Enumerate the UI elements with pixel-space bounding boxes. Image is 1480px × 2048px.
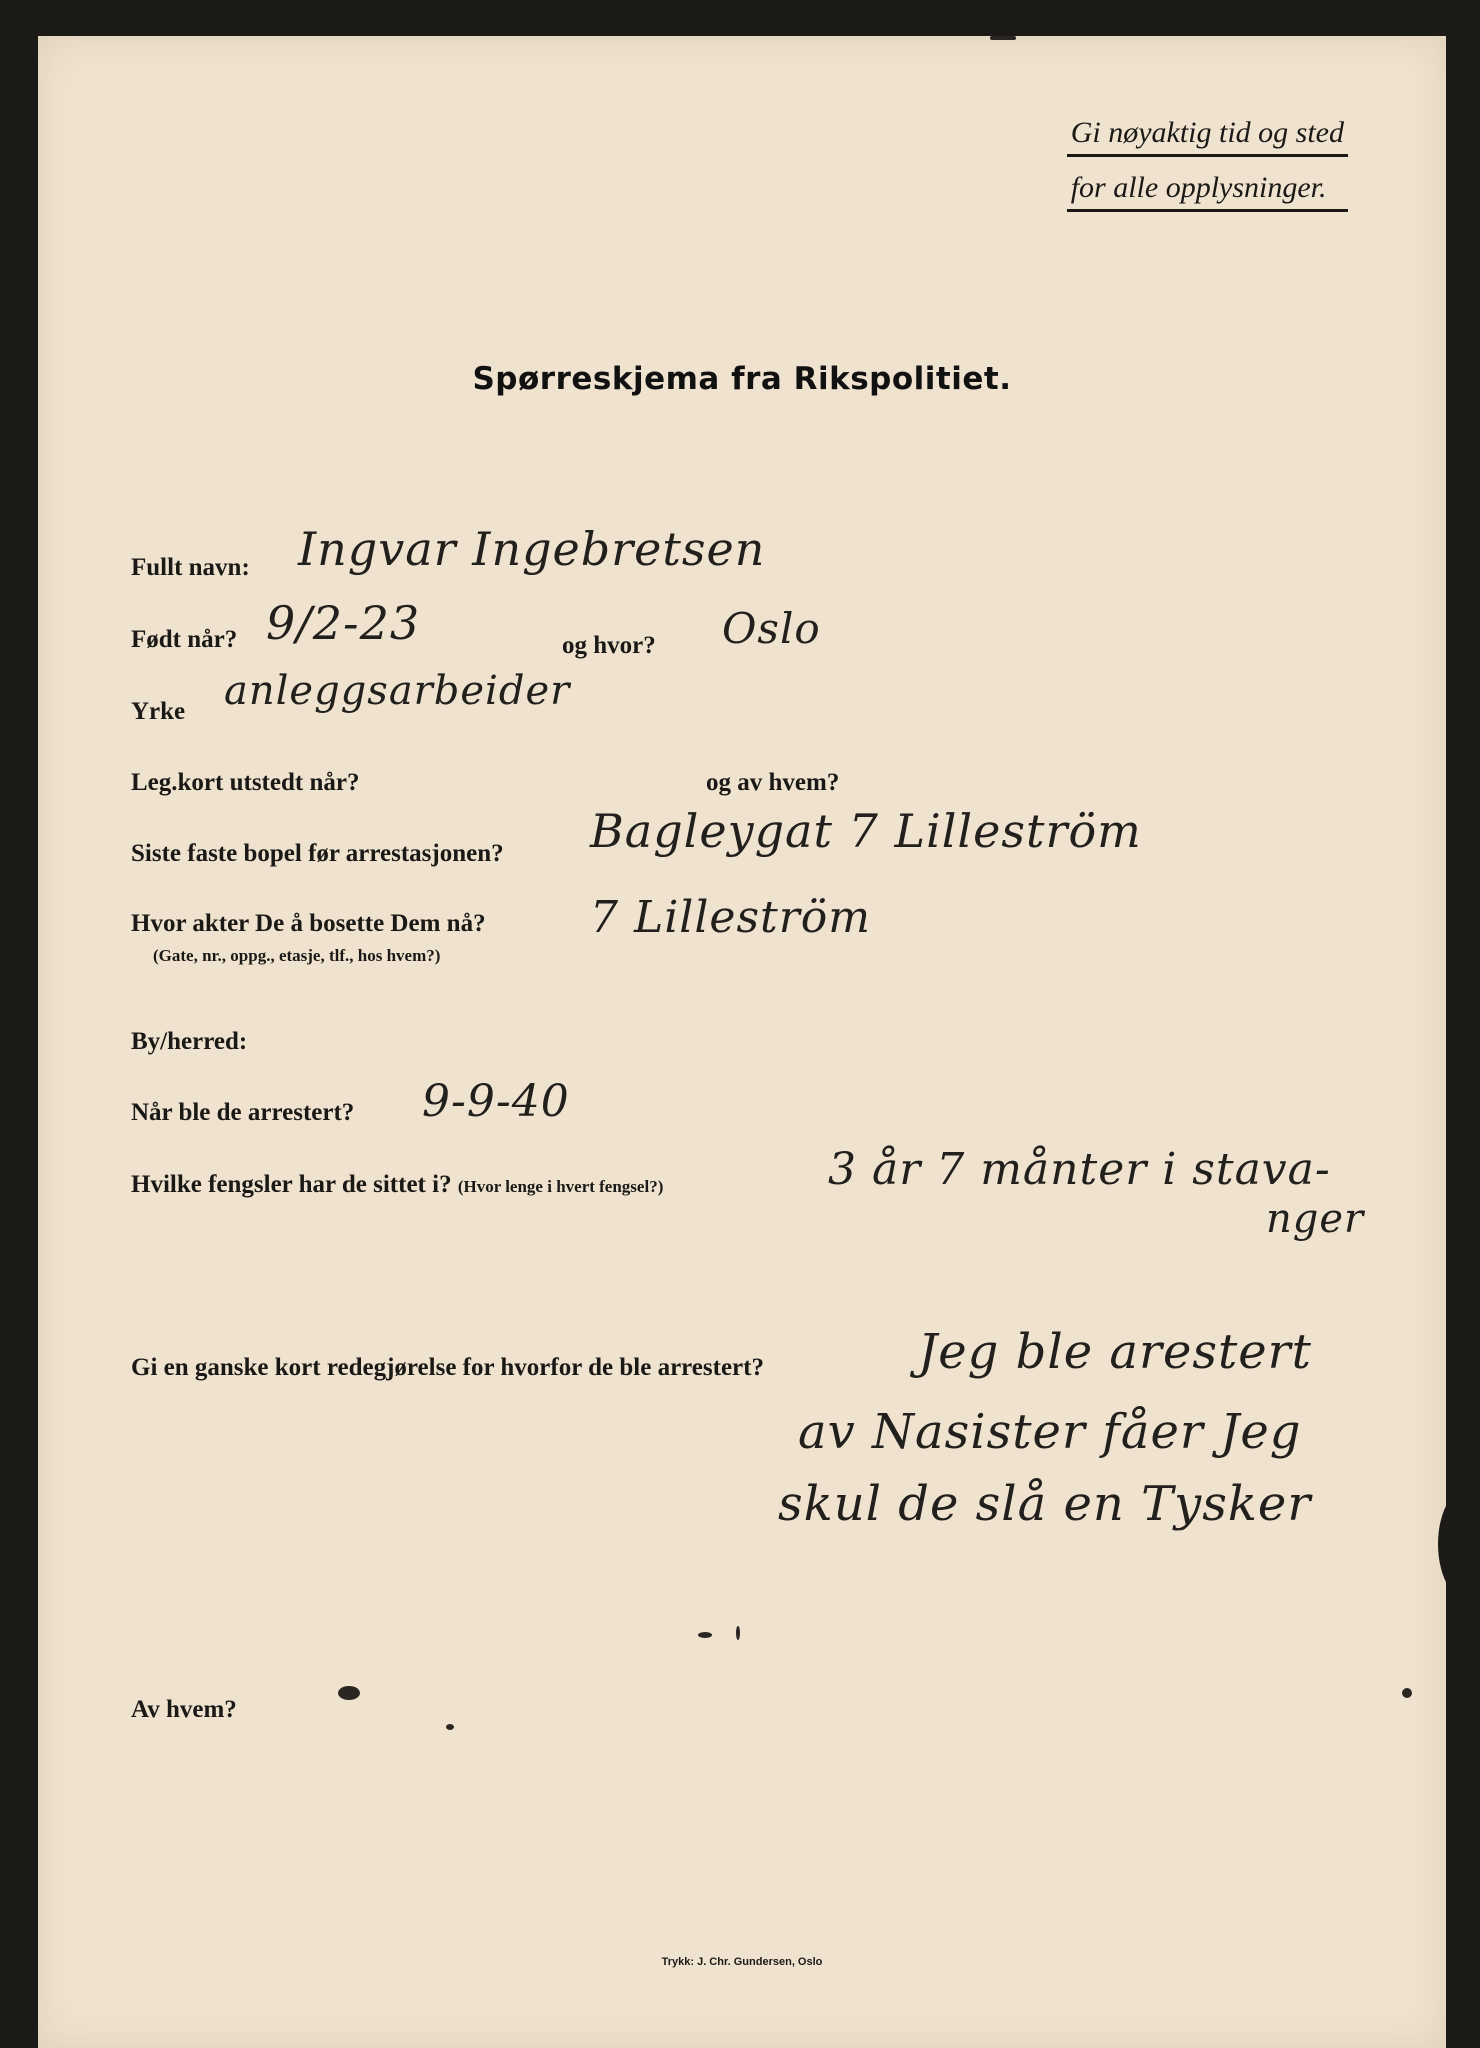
value-prisons-line-1: 3 år 7 månter i stava- [828, 1144, 1331, 1195]
label-occupation: Yrke [131, 698, 186, 725]
label-id-card-issued: Leg.kort utstedt når? [131, 769, 360, 796]
form-title: Spørreskjema fra Rikspolitiet. [472, 361, 1012, 397]
torn-edge [1438, 1484, 1480, 1604]
value-arrested-when: 9-9-40 [422, 1076, 570, 1127]
ink-blot [338, 1686, 360, 1700]
printer-imprint: Trykk: J. Chr. Gundersen, Oslo [661, 1956, 823, 1968]
value-prisons-line-2: nger [1266, 1196, 1365, 1242]
label-future-address: Hvor akter De å bosette Dem nå? [131, 910, 486, 937]
value-last-address: Bagleygat 7 Lilleström [590, 804, 1142, 858]
label-prisons-hint: (Hvor lenge i hvert fengsel?) [457, 1177, 664, 1196]
value-born-when: 9/2-23 [266, 596, 421, 650]
value-arrest-reason-line-2: av Nasister fåer Jeg [798, 1404, 1302, 1460]
value-born-where: Oslo [722, 604, 821, 653]
label-arrested-by: Av hvem? [131, 1696, 237, 1723]
label-born-where: og hvor? [562, 632, 656, 659]
ink-blot [736, 1626, 740, 1640]
label-arrested-when: Når ble de arrestert? [131, 1099, 355, 1126]
label-full-name: Fullt navn: [131, 554, 250, 581]
label-prisons [131, 1171, 663, 1199]
label-arrest-reason: Gi en ganske kort redegjørelse for hvorfor de ble arrestert? [131, 1354, 764, 1381]
ink-blot [1402, 1688, 1412, 1698]
label-future-address-hint: (Gate, nr., oppg., etasje, tlf., hos hvem?) [153, 946, 441, 965]
label-id-card-by-whom: og av hvem? [706, 769, 840, 796]
label-born-when: Født når? [131, 626, 238, 653]
value-arrest-reason-line-1: Jeg ble arestert [918, 1324, 1312, 1380]
value-future-address: 7 Lilleström [590, 892, 871, 943]
instruction-line-1: Gi nøyaktig tid og sted [1067, 116, 1348, 157]
form-page [38, 36, 1446, 2048]
instruction-note [1067, 116, 1348, 226]
ink-blot [698, 1632, 712, 1638]
label-prisons-main: Hvilke fengsler har de sittet i? [131, 1171, 452, 1198]
instruction-line-2: for alle opplysninger. [1067, 171, 1348, 212]
value-occupation: anleggsarbeider [224, 668, 571, 714]
ink-blot [446, 1724, 454, 1730]
label-city: By/herred: [131, 1028, 248, 1055]
value-full-name: Ingvar Ingebretsen [298, 522, 766, 576]
label-last-address: Siste faste bopel før arrestasjonen? [131, 840, 504, 867]
ink-mark [990, 36, 1016, 40]
value-arrest-reason-line-3: skul de slå en Tysker [778, 1476, 1312, 1532]
